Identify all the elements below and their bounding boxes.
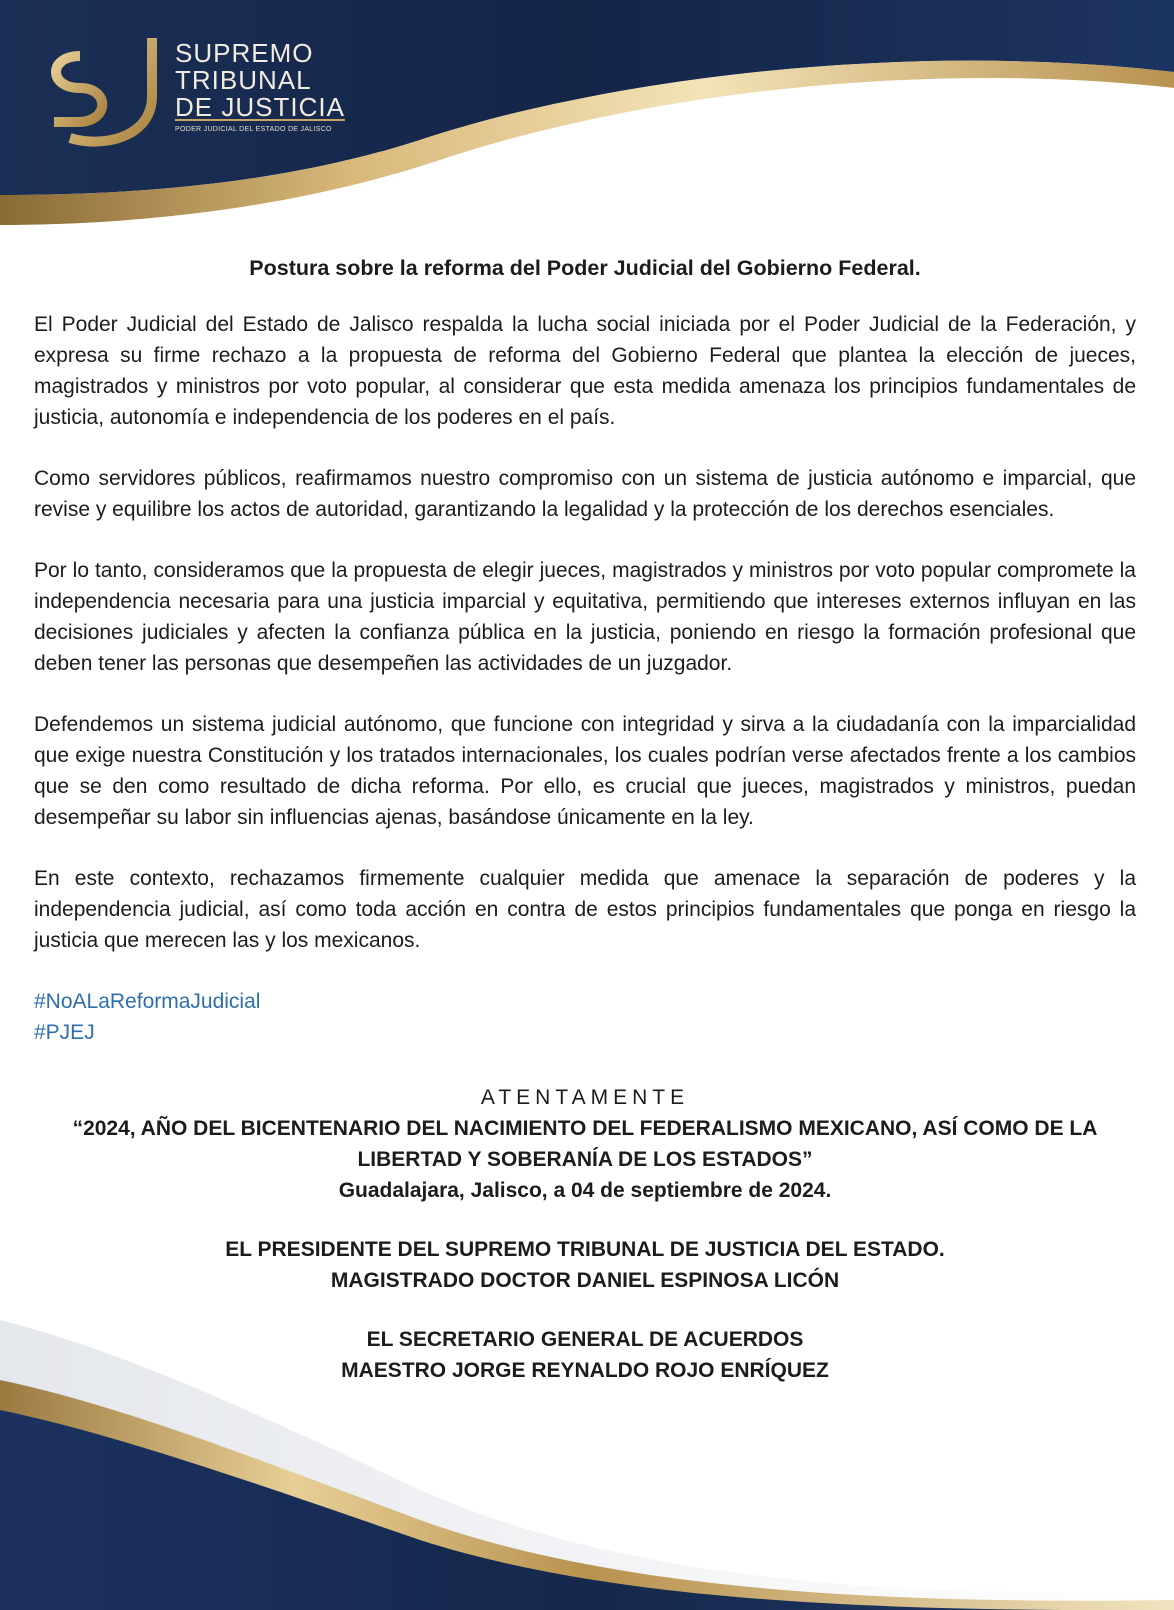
hashtag-reforma[interactable]: #NoALaReformaJudicial [34,990,261,1013]
stj-monogram-icon [40,26,165,151]
hashtags [34,986,1136,1048]
paragraph-1: El Poder Judicial del Estado de Jalisco respalda la lucha social iniciada por el Poder Judicial de la Federación, y expresa su firme rechazo a la propuesta de reforma del Gobierno Federal que plantea la elección de jueces, magistrados y ministros por voto popular, al considerar que esta medida amenaza los principios fundamentales de justicia, autonomía e independencia de los poderes en el país. [34,313,1136,429]
court-logo [40,26,370,151]
document-body [34,256,1136,1386]
logo-line-3: DE JUSTICIA [175,92,345,122]
motto-line-1: “2024, AÑO DEL BICENTENARIO DEL NACIMIENTO DEL FEDERALISMO MEXICANO, ASÍ COMO DE LA [72,1117,1098,1140]
footer-wave-decoration [0,1300,1174,1610]
signer-2-role: EL SECRETARIO GENERAL DE ACUERDOS [366,1328,804,1351]
logo-wordmark [175,40,345,133]
paragraph-2: Como servidores públicos, reafirmamos nuestro compromiso con un sistema de justicia autónomo e imparcial, que revise y equilibre los actos de autoridad, garantizando la legalidad y la protección de los derechos esenciales. [34,467,1136,521]
logo-line-1: SUPREMO [175,38,314,68]
signer-1-role: EL PRESIDENTE DEL SUPREMO TRIBUNAL DE JUSTICIA DEL ESTADO. [225,1238,945,1261]
paragraph-4: Defendemos un sistema judicial autónomo, que funcione con integridad y sirva a la ciudadanía con la imparcialidad que exige nuestra Constitución y los tratados internacionales, los cuales podrían verse afectados frente a los cambios que se den como resultado de dicha reforma. Por ello, es crucial que jueces, magistrados y ministros, puedan desempeñar su labor sin influencias ajenas, basándose únicamente en la ley. [34,713,1136,829]
logo-subtitle: PODER JUDICIAL DEL ESTADO DE JALISCO [175,126,332,133]
document-title: Postura sobre la reforma del Poder Judicial del Gobierno Federal. [249,256,921,280]
paragraph-5: En este contexto, rechazamos firmemente cualquier medida que amenace la separación de poderes y la independencia judicial, así como toda acción en contra de estos principios fundamentales que ponga en riesgo la justicia que merecen las y los mexicanos. [34,867,1136,952]
atentamente: ATENTAMENTE [480,1086,690,1109]
motto-line-2: LIBERTAD Y SOBERANÍA DE LOS ESTADOS” [357,1148,813,1171]
paragraph-3: Por lo tanto, consideramos que la propuesta de elegir jueces, magistrados y ministros por voto popular compromete la independencia necesaria para una justicia imparcial y equitativa, permitiendo que intereses externos influyan en las decisiones judiciales y afecten la confianza pública en la justicia, poniendo en riesgo la formación profesional que deben tener las personas que desempeñen las actividades de un juzgador. [34,559,1136,675]
place-date: Guadalajara, Jalisco, a 04 de septiembre de 2024. [338,1179,832,1202]
signer-1-name: MAGISTRADO DOCTOR DANIEL ESPINOSA LICÓN [330,1269,840,1292]
hashtag-pjej[interactable]: #PJEJ [34,1021,95,1044]
logo-line-2: TRIBUNAL [175,65,312,95]
signer-2-name: MAESTRO JORGE REYNALDO ROJO ENRÍQUEZ [341,1359,829,1382]
